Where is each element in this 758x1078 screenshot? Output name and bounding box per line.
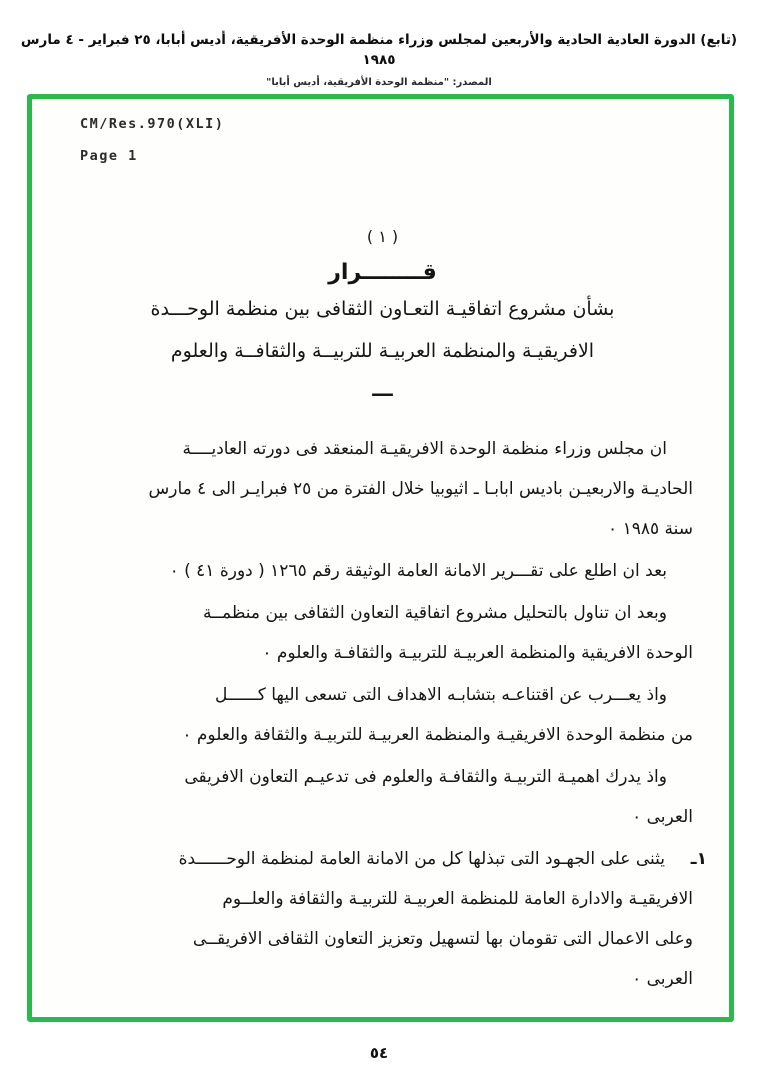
- body-line: واذ يدرك اهميـة التربيـة والثقافـة والعلوم فى تدعيـم التعاون الافريقى: [184, 767, 667, 787]
- body-paragraph: [72, 757, 693, 837]
- body-line: الافريقيـة والادارة العامة للمنظمة العربيـة للتربيـة والثقافة والعلــوم: [222, 889, 693, 909]
- page-header: [0, 30, 758, 88]
- document-page-label: Page 1: [80, 148, 138, 164]
- body-line: من منظمة الوحدة الافريقيـة والمنظمة العربيـة للتربيـة والثقافة والعلوم ٠: [182, 725, 693, 745]
- body-line: وبعد ان تناول بالتحليل مشروع اتفاقية التعاون الثقافى بين منظمــة: [202, 603, 667, 623]
- body-line: وعلى الاعمال التى تقومان بها لتسهيل وتعزيز التعاون الثقافى الافريقــى: [192, 929, 693, 949]
- body-paragraph: [72, 429, 693, 549]
- resolution-subtitle-line: الافريقيـة والمنظمة العربيـة للتربيــة والثقافــة والعلوم: [170, 340, 595, 362]
- session-title: (تابع) الدورة العادية الحادية والأربعين لمجلس وزراء منظمة الوحدة الأفريقية، أديس أبابا، ٢٥ فبراير - ٤ مارس ١٩٨٥: [20, 32, 738, 68]
- body-paragraph: [72, 593, 693, 673]
- resolution-subtitle: [72, 291, 693, 369]
- body-line: واذ يعـــرب عن اقتناعـه بتشابـه الاهداف التى تسعى اليها كــــــل: [214, 685, 667, 705]
- numbered-item: [72, 839, 707, 999]
- document-reference: CM/Res.970(XLI): [80, 116, 225, 132]
- footer-page-number: ٥٤: [369, 1044, 389, 1062]
- resolution-item-number: ( ١ ): [366, 227, 399, 246]
- body-paragraph: [72, 551, 693, 591]
- section-divider: ـــ: [372, 377, 393, 401]
- body-line: بعد ان اطلع على تقـــرير الامانة العامة الوثيقة رقم ١٢٦٥ ( دورة ٤١ ) ٠: [169, 561, 667, 581]
- reference-block: [80, 115, 693, 165]
- body-line: الحاديـة والاربعيـن باديس ابابـا ـ اثيوبيا خلال الفترة من ٢٥ فبرايـر الى ٤ مارس: [148, 479, 693, 499]
- document-content: [32, 99, 729, 1017]
- body-line: سنة ١٩٨٥ ٠: [608, 519, 693, 539]
- resolution-subtitle-line: بشأن مشروع اتفاقيـة التعـاون الثقافى بين منظمة الوحـــدة: [150, 298, 615, 320]
- body-line: ان مجلس وزراء منظمة الوحدة الافريقيـة المنعقد فى دورته العاديــــة: [182, 439, 667, 459]
- document-frame: [27, 94, 734, 1022]
- resolution-title: قــــــــرار: [328, 260, 437, 285]
- body-line: العربى ٠: [632, 807, 693, 827]
- item-number-marker: ١ـ: [690, 849, 707, 869]
- body-line: يثنى على الجهـود التى تبذلها كل من الامانة العامة لمنظمة الوحــــــدة: [178, 849, 665, 869]
- body-line: الوحدة الافريقية والمنظمة العربيـة للتربيـة والثقافـة والعلوم ٠: [262, 643, 693, 663]
- source-note: المصدر: "منظمة الوحدة الأفريقية، أديس أبابا": [266, 77, 492, 88]
- body-paragraph: [72, 675, 693, 755]
- body-line: العربى ٠: [632, 969, 693, 989]
